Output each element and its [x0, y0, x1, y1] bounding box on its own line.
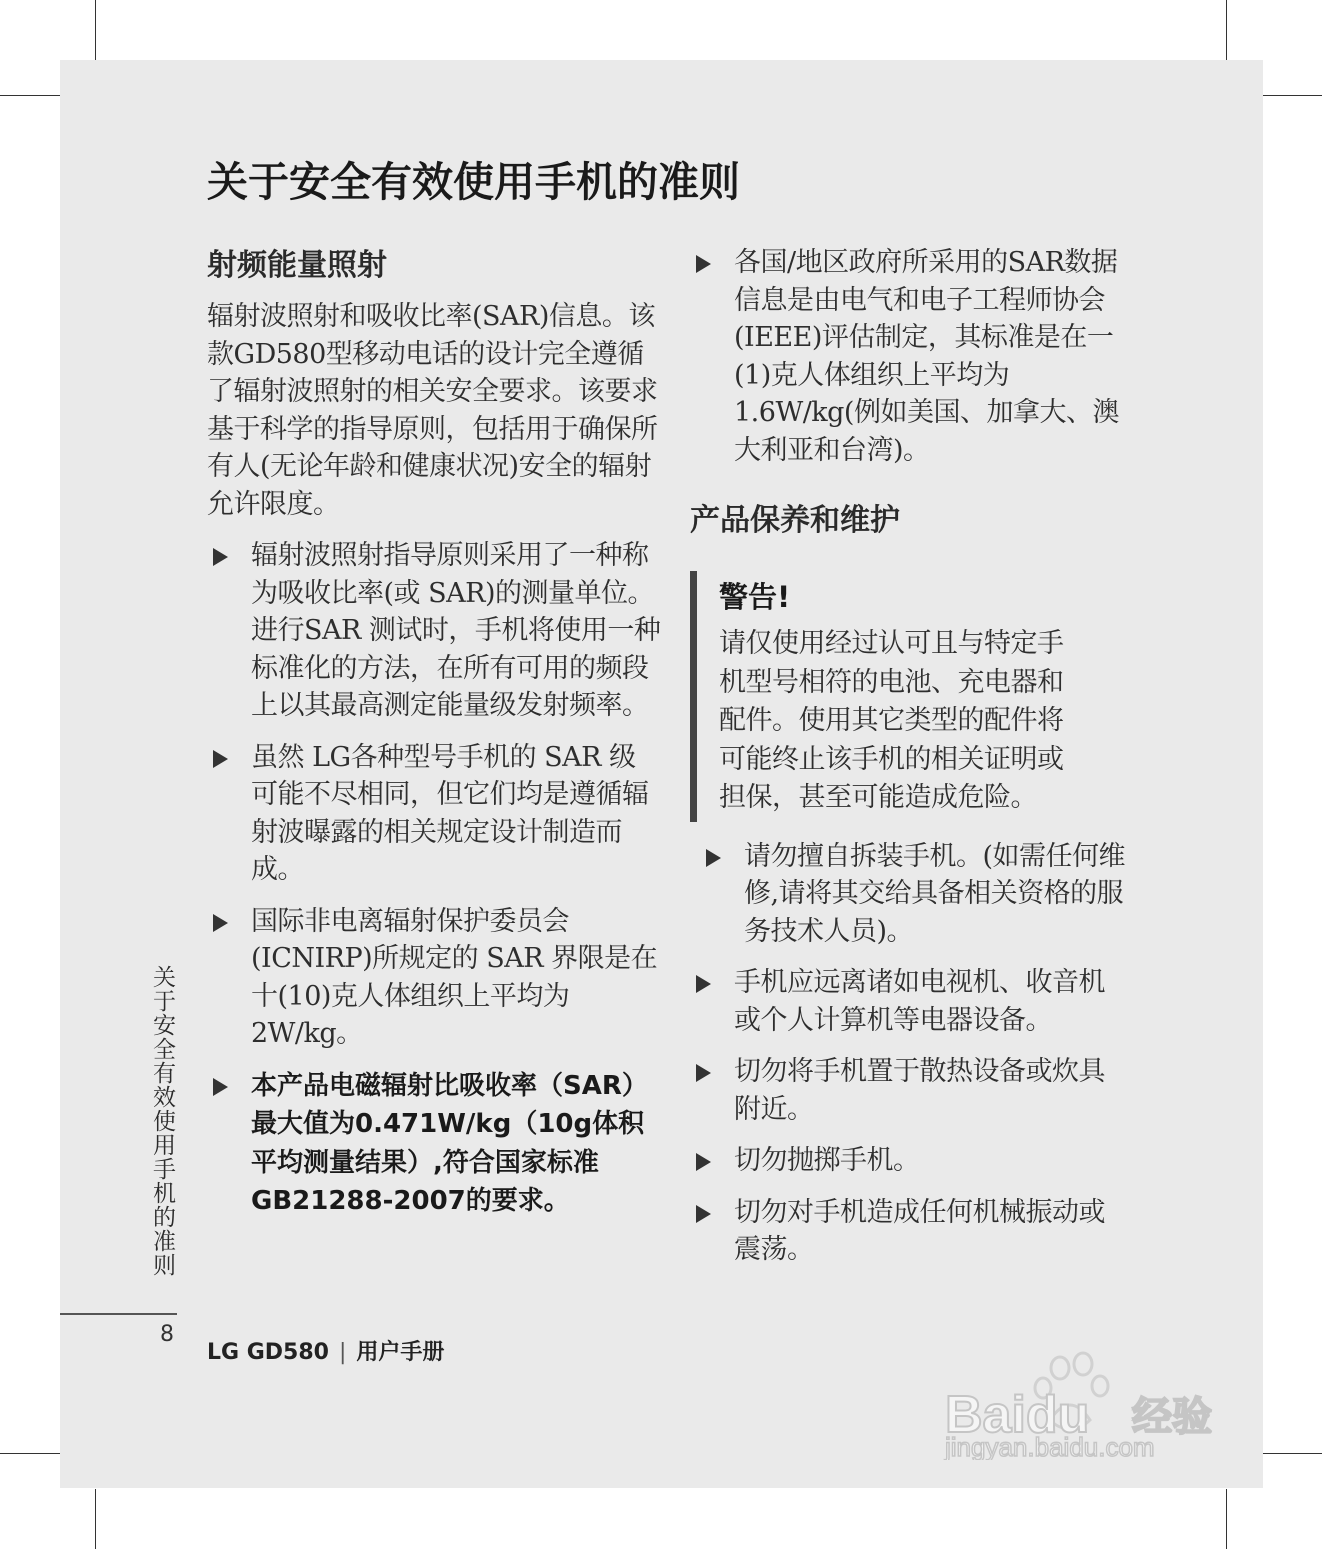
left-column: [207, 244, 662, 1235]
care-bullet-list: [690, 838, 1130, 1269]
triangle-bullet-icon: [696, 1153, 711, 1171]
list-item: 各国/地区政府所采用的SAR数据信息是由电气和电子工程师协会(IEEE)评估制定，其标准是在一(1)克人体组织上平均为 1.6W/kg(例如美国、加拿大、澳大利亚和台湾)。: [690, 244, 1130, 469]
intro-paragraph: 辐射波照射和吸收比率(SAR)信息。该款GD580型移动电话的设计完全遵循了辐射波照射的相关安全要求。该要求基于科学的指导原则，包括用于确保所有人(无论年龄和健康状况)安全的辐射允许限度。: [207, 301, 658, 520]
paw-icon: [1051, 1357, 1069, 1379]
list-item: 切勿将手机置于散热设备或炊具附近。: [690, 1053, 1130, 1128]
warning-title: 警告!: [719, 580, 791, 614]
warning-box: [690, 571, 1130, 822]
side-rule-divider: [60, 1313, 177, 1315]
sar-bullet-list: [207, 537, 662, 1221]
triangle-bullet-icon: [706, 849, 721, 867]
footer-manual: 用户手册: [356, 1340, 445, 1365]
watermark-url: jingyan.baidu.com: [945, 1432, 1155, 1460]
page-footer: [207, 1335, 444, 1366]
section-heading-rf-exposure: 射频能量照射: [207, 248, 387, 283]
crop-mark: [95, 0, 96, 60]
triangle-bullet-icon: [696, 975, 711, 993]
triangle-bullet-icon: [696, 255, 711, 273]
crop-mark: [0, 1453, 60, 1454]
crop-mark: [0, 95, 60, 96]
warning-body: 请仅使用经过认可且与特定手机型号相符的电池、充电器和配件。使用其它类型的配件将可能终止该手机的相关证明或担保，甚至可能造成危险。: [719, 628, 1064, 813]
baidu-watermark-logo: [940, 1350, 1250, 1460]
side-running-title: 关于安全有效使用手机的准则: [149, 965, 175, 1277]
triangle-bullet-icon: [213, 914, 228, 932]
watermark-brand: Baidu: [945, 1386, 1090, 1444]
page-title: 关于安全有效使用手机的准则: [207, 158, 740, 206]
crop-mark: [95, 1489, 96, 1549]
crop-mark: [1263, 1453, 1322, 1454]
ieee-bullet-list: [690, 244, 1130, 469]
list-item: 本产品电磁辐射比吸收率（SAR）最大值为0.471W/kg（10g体积平均测量结果）,符合国家标准GB21288-2007的要求。: [207, 1067, 662, 1221]
list-item: 虽然 LG各种型号手机的 SAR 级可能不尽相同，但它们均是遵循辐射波曝露的相关规定设计制造而成。: [207, 739, 662, 889]
list-item: 切勿抛掷手机。: [690, 1142, 1130, 1180]
triangle-bullet-icon: [213, 750, 228, 768]
triangle-bullet-icon: [213, 548, 228, 566]
triangle-bullet-icon: [696, 1064, 711, 1082]
section-heading-care: 产品保养和维护: [690, 503, 900, 538]
right-column: [690, 244, 1130, 1283]
footer-model: LG GD580: [207, 1340, 329, 1365]
watermark-product: 经验: [1132, 1394, 1212, 1440]
page-number: 8: [160, 1322, 174, 1347]
triangle-bullet-icon: [213, 1078, 228, 1096]
crop-mark: [1226, 1489, 1227, 1549]
list-item: 切勿对手机造成任何机械振动或震荡。: [690, 1194, 1130, 1269]
crop-mark: [1263, 95, 1322, 96]
list-item: 国际非电离辐射保护委员会(ICNIRP)所规定的 SAR 界限是在十(10)克人体组织上平均为2W/kg。: [207, 903, 662, 1053]
crop-mark: [1226, 0, 1227, 60]
list-item: 请勿擅自拆装手机。(如需任何维修,请将其交给具备相关资格的服务技术人员)。: [700, 838, 1130, 951]
footer-separator: |: [338, 1340, 347, 1365]
list-item: 辐射波照射指导原则采用了一种称为吸收比率(或 SAR)的测量单位。进行SAR 测试时，手机将使用一种标准化的方法，在所有可用的频段上以其最高测定能量级发射频率。: [207, 537, 662, 725]
triangle-bullet-icon: [696, 1205, 711, 1223]
list-item: 手机应远离诸如电视机、收音机或个人计算机等电器设备。: [690, 964, 1130, 1039]
